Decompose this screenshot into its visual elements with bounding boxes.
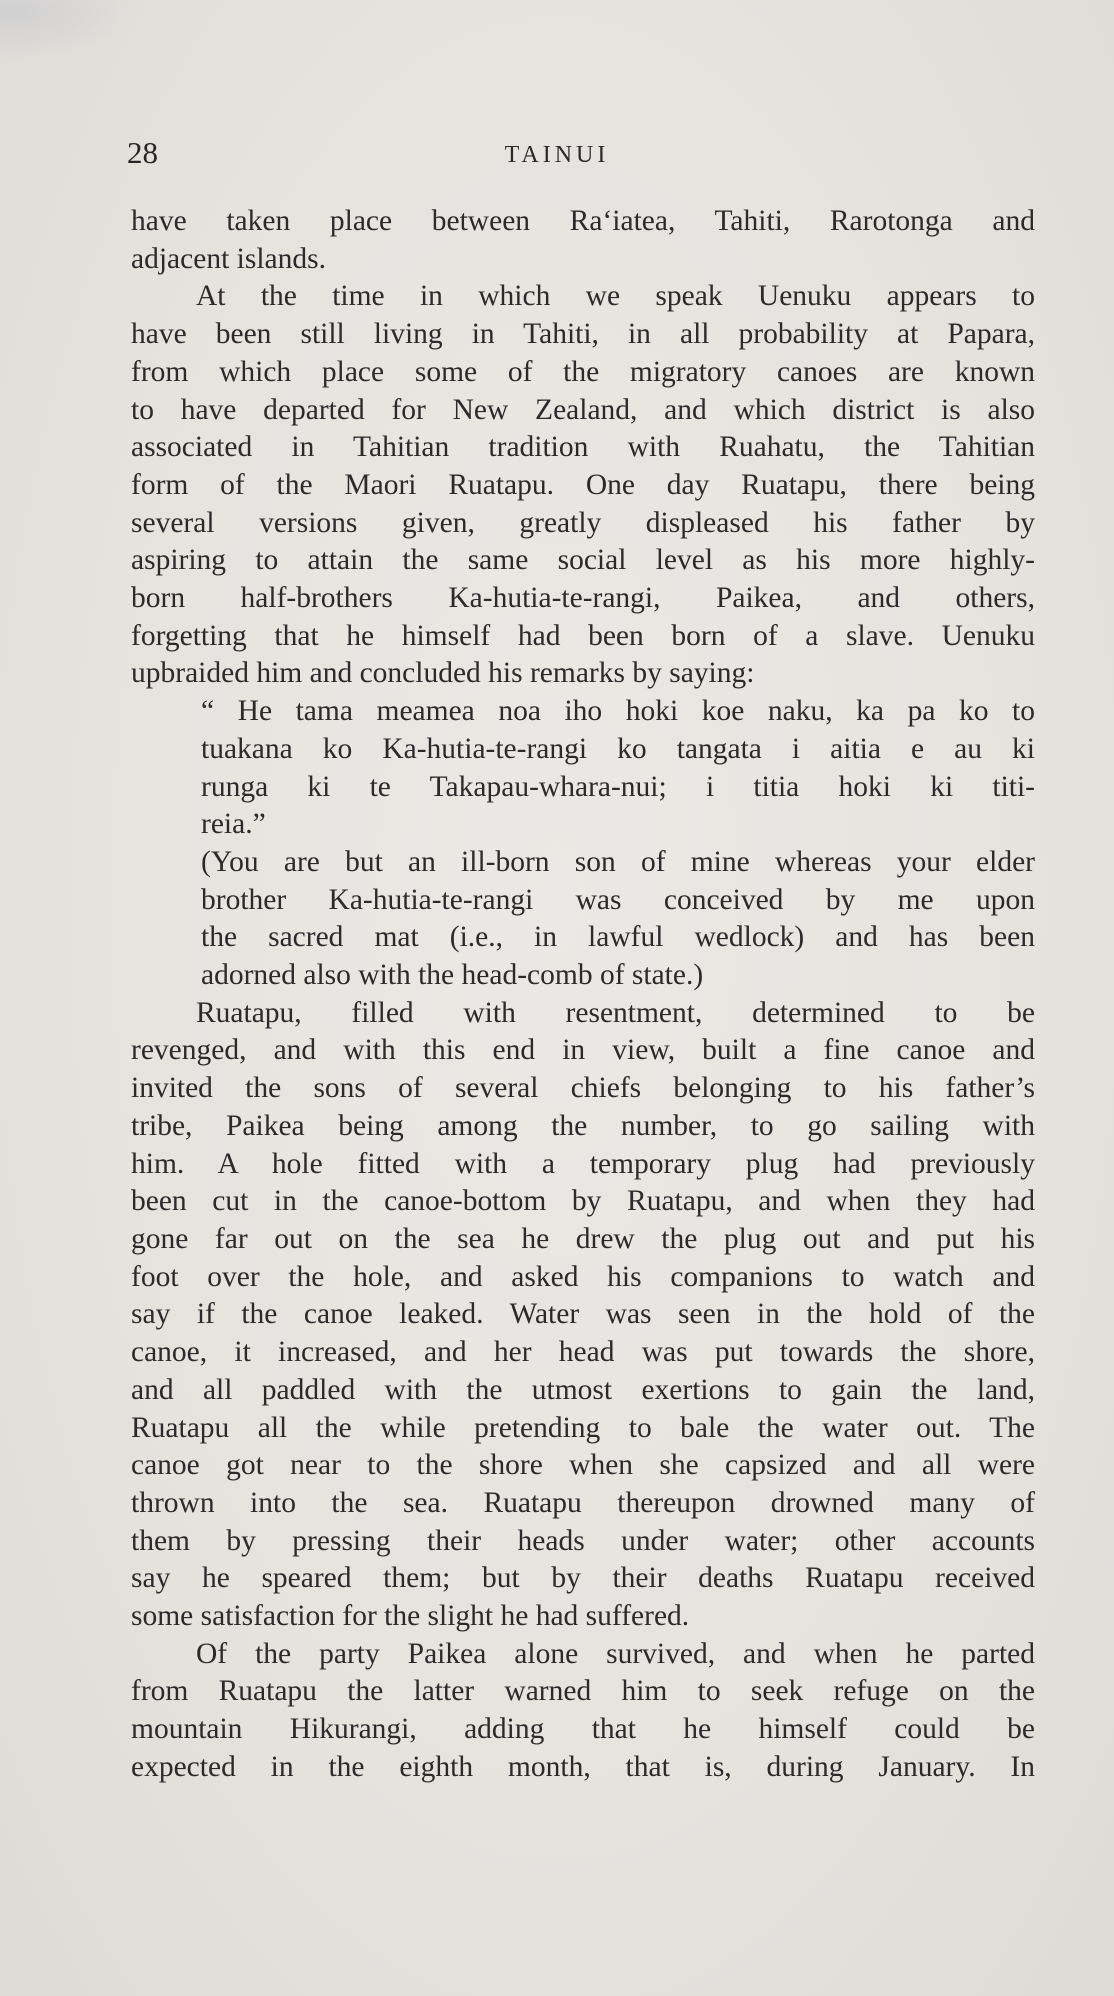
translation-line: (You are but an ill-born son of mine whereas your elder [201,845,1035,878]
text-line: associated in Tahitian tradition with Ruahatu, the Tahitian [131,431,1035,464]
text-line: several versions given, greatly displeased his father by [131,506,1035,539]
text-line: form of the Maori Ruatapu. One day Ruatapu, there being [131,468,1035,501]
text-line: been cut in the canoe-bottom by Ruatapu, and when they had [131,1185,1035,1218]
text-line: At the time in which we speak Uenuku appears to [196,280,1035,313]
text-line: mountain Hikurangi, adding that he himself could be [131,1713,1035,1746]
text-line: them by pressing their heads under water; other accounts [131,1524,1035,1557]
text-line: tribe, Paikea being among the number, to go sailing with [131,1109,1035,1142]
text-line: and all paddled with the utmost exertions to gain the land, [131,1373,1035,1406]
text-line: revenged, and with this end in view, built a fine canoe and [131,1034,1035,1067]
translation-line: adorned also with the head-comb of state.) [201,959,704,992]
text-line: say he speared them; but by their deaths Ruatapu received [131,1562,1035,1595]
text-line: canoe, it increased, and her head was put towards the shore, [131,1336,1035,1369]
text-line: say if the canoe leaked. Water was seen in the hold of the [131,1298,1035,1331]
running-title: TAINUI [504,142,610,168]
quote-line: “ He tama meamea noa iho hoki koe naku, ka pa ko to [201,695,1035,728]
text-line: some satisfaction for the slight he had suffered. [131,1600,690,1633]
body-text [131,203,1035,1787]
text-line: Of the party Paikea alone survived, and when he parted [196,1637,1035,1670]
text-line: Ruatapu all the while pretending to bale the water out. The [131,1411,1035,1444]
text-line: him. A hole fitted with a temporary plug had previously [131,1147,1035,1180]
text-line: forgetting that he himself had been born of a slave. Uenuku [131,619,1035,652]
text-line: canoe got near to the shore when she capsized and all were [131,1449,1035,1482]
text-line: to have departed for New Zealand, and which district is also [131,393,1035,426]
page-corner-smudge [0,0,140,60]
translation-line: the sacred mat (i.e., in lawful wedlock) and has been [201,921,1035,954]
translation-line: brother Ka-hutia-te-rangi was conceived by me upon [201,883,1035,916]
text-line: Ruatapu, filled with resentment, determined to be [196,996,1035,1029]
text-line: from which place some of the migratory canoes are known [131,355,1035,388]
text-line: foot over the hole, and asked his companions to watch and [131,1260,1035,1293]
text-line: adjacent islands. [131,242,326,275]
text-line: thrown into the sea. Ruatapu thereupon drowned many of [131,1486,1035,1519]
text-line: from Ruatapu the latter warned him to seek refuge on the [131,1675,1035,1708]
page-number: 28 [127,135,158,170]
text-line: born half-brothers Ka-hutia-te-rangi, Paikea, and others, [131,582,1035,615]
text-line: have taken place between Ra‘iatea, Tahiti, Rarotonga and [131,205,1035,237]
quote-line: tuakana ko Ka-hutia-te-rangi ko tangata i aitia e au ki [201,732,1035,765]
text-line: have been still living in Tahiti, in all probability at Papara, [131,318,1035,351]
text-line: aspiring to attain the same social level as his more highly- [131,544,1035,577]
quote-line: reia.” [201,808,266,841]
quote-line: runga ki te Takapau-whara-nui; i titia hoki ki titi- [201,770,1035,803]
text-line: expected in the eighth month, that is, during January. In [131,1750,1035,1783]
text-line: upbraided him and concluded his remarks by saying: [131,657,755,690]
text-line: invited the sons of several chiefs belonging to his father’s [131,1072,1035,1105]
text-line: gone far out on the sea he drew the plug out and put his [131,1222,1035,1255]
